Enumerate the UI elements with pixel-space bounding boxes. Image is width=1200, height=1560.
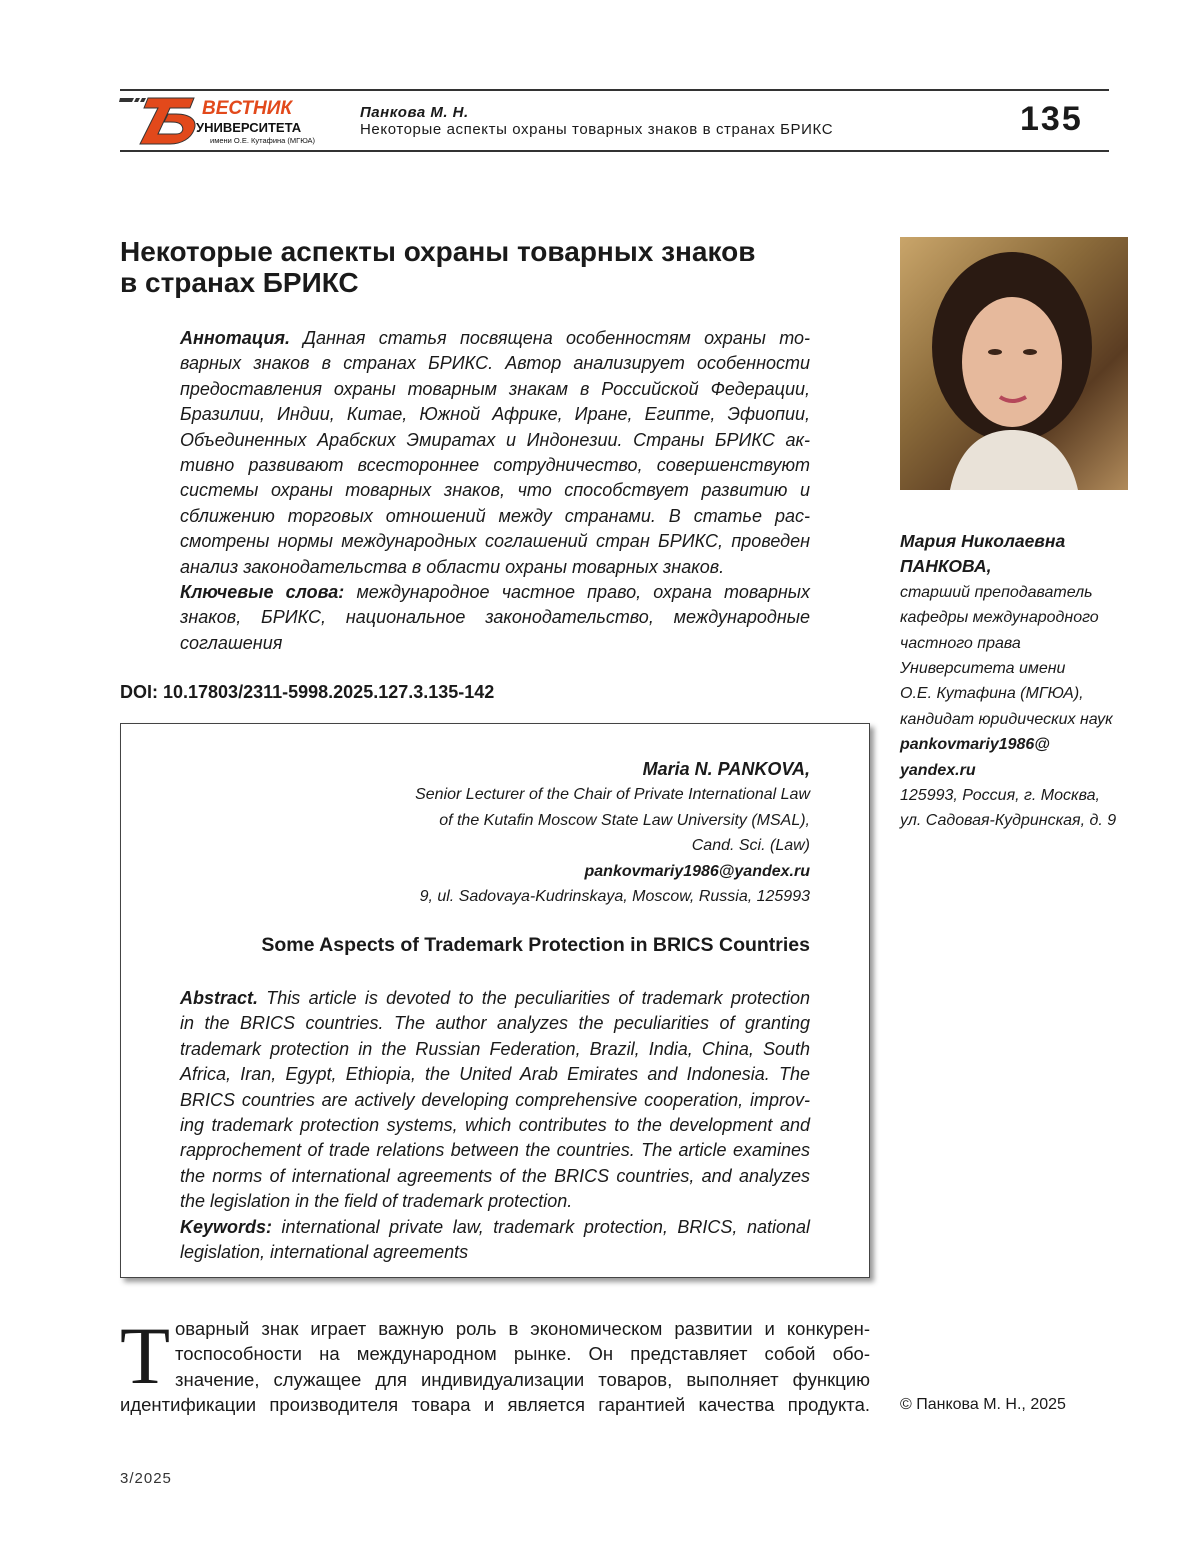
- russian-author-info: [900, 529, 1116, 834]
- line-text: предоставления охраны товарным знакам в Российской Федерации,: [180, 379, 810, 399]
- line-text: the norms of international agreements of the BRICS countries, and analyzes: [180, 1166, 810, 1186]
- line-text: rapprochement of trade relations between the countries. The article examines: [180, 1140, 810, 1160]
- english-degree: Cand. Sci. (Law): [415, 833, 810, 858]
- author-email-link[interactable]: yandex.ru: [900, 758, 1116, 783]
- text-line: [180, 1088, 810, 1113]
- annotation: [180, 326, 810, 656]
- logo-text: имени О.Е. Кутафина (МГЮА): [210, 136, 316, 145]
- author-affiliation: кафедры международного: [900, 605, 1116, 630]
- line-text: знаков, БРИКС, национальное законодательство, международные: [180, 607, 810, 627]
- text-line: [120, 1341, 870, 1366]
- text-line: [180, 1215, 810, 1240]
- line-text: in the BRICS countries. The author analyzes the peculiarities of granting: [180, 1013, 810, 1033]
- line-text: Объединенных Арабских Эмиратах и Индонезии. Страны БРИКС ак-: [180, 430, 810, 450]
- author-email-link[interactable]: pankovmariy1986@: [900, 732, 1116, 757]
- line-text: соглашения: [180, 633, 282, 653]
- title-line: в странах БРИКС: [120, 267, 840, 298]
- doi: DOI: 10.17803/2311-5998.2025.127.3.135-142: [120, 682, 494, 703]
- header-rule-top: [120, 89, 1109, 91]
- author-name: Мария Николаевна: [900, 529, 1116, 554]
- text-line: [180, 1138, 810, 1163]
- article-title: [120, 236, 840, 298]
- running-title: Некоторые аспекты охраны товарных знаков в странах БРИКС: [360, 121, 833, 138]
- english-author-info: [415, 757, 810, 909]
- page-number: 135: [1020, 100, 1083, 139]
- line-text: значение, служащее для индивидуализации товаров, выполняет функцию: [175, 1369, 870, 1390]
- line-text: тивно развивают всестороннее сотрудничество, совершенствуют: [180, 455, 810, 475]
- line-text: Бразилии, Индии, Китае, Южной Африке, Иране, Египте, Эфиопии,: [180, 404, 810, 424]
- text-line: [180, 1189, 810, 1214]
- logo-text: ВЕСТНИК: [202, 98, 293, 119]
- text-line: [120, 1392, 870, 1417]
- text-line: [180, 377, 810, 402]
- journal-logo: [118, 94, 323, 148]
- text-line: [120, 1316, 870, 1341]
- english-abstract: [180, 986, 810, 1265]
- text-line: [180, 478, 810, 503]
- text-line: [120, 1367, 870, 1392]
- line-text: сближению торговых отношений между странами. В статье рас-: [180, 506, 810, 526]
- english-author-name: Maria N. PANKOVA,: [415, 757, 810, 782]
- text-line: [180, 351, 810, 376]
- text-line: [180, 986, 810, 1011]
- line-text: legislation, international agreements: [180, 1242, 468, 1262]
- logo-text: УНИВЕРСИТЕТА: [196, 120, 302, 135]
- title-line: Некоторые аспекты охраны товарных знаков: [120, 236, 840, 267]
- line-text: идентификации производителя товара и является гарантией качества продукта.: [120, 1394, 870, 1415]
- header-rule-bottom: [120, 150, 1109, 152]
- text-line: [180, 1113, 810, 1138]
- running-author: Панкова М. Н.: [360, 104, 469, 121]
- english-email-link[interactable]: pankovmariy1986@yandex.ru: [415, 859, 810, 884]
- text-line: [180, 326, 810, 351]
- english-address: 9, ul. Sadovaya-Kudrinskaya, Moscow, Russia, 125993: [415, 884, 810, 909]
- author-address: ул. Садовая-Кудринская, д. 9: [900, 808, 1116, 833]
- english-affiliation: Senior Lecturer of the Chair of Private International Law: [415, 782, 810, 807]
- text-line: [180, 631, 810, 656]
- text-line: [180, 580, 810, 605]
- line-text: Данная статья посвящена особенностям охраны то-: [290, 328, 810, 348]
- text-line: [180, 1011, 810, 1036]
- english-affiliation: of the Kutafin Moscow State Law University (MSAL),: [415, 808, 810, 833]
- copyright: © Панкова М. Н., 2025: [900, 1396, 1066, 1414]
- line-text: системы охраны товарных знаков, что способствует развитию и: [180, 480, 810, 500]
- author-affiliation: О.Е. Кутафина (МГЮА),: [900, 681, 1116, 706]
- text-line: [180, 555, 810, 580]
- author-photo: [900, 237, 1128, 490]
- line-text: оварный знак играет важную роль в экономическом развитии и конкурен-: [175, 1318, 870, 1339]
- english-title: Some Aspects of Trademark Protection in BRICS Countries: [261, 934, 810, 957]
- text-line: [180, 1240, 810, 1265]
- text-line: [180, 605, 810, 630]
- line-text: trademark protection in the Russian Federation, Brazil, India, China, South: [180, 1039, 810, 1059]
- text-line: [180, 529, 810, 554]
- label: Ключевые слова:: [180, 582, 344, 602]
- text-line: [180, 1037, 810, 1062]
- author-degree: кандидат юридических наук: [900, 707, 1116, 732]
- text-line: [180, 402, 810, 427]
- line-text: the legislation in the field of trademark protection.: [180, 1191, 572, 1211]
- label: Keywords:: [180, 1217, 272, 1237]
- line-text: варных знаков в странах БРИКС. Автор анализирует особенности: [180, 353, 810, 373]
- author-affiliation: частного права: [900, 631, 1116, 656]
- author-surname: ПАНКОВА,: [900, 554, 1116, 579]
- text-line: [180, 453, 810, 478]
- issue-number: 3/2025: [120, 1470, 172, 1487]
- text-line: [180, 1062, 810, 1087]
- label: Abstract.: [180, 988, 258, 1008]
- line-text: ing trademark protection systems, which contributes to the development and: [180, 1115, 810, 1135]
- author-affiliation: старший преподаватель: [900, 580, 1116, 605]
- line-text: BRICS countries are actively developing comprehensive cooperation, improv-: [180, 1090, 810, 1110]
- line-text: This article is devoted to the peculiarities of trademark protection: [258, 988, 810, 1008]
- author-address: 125993, Россия, г. Москва,: [900, 783, 1116, 808]
- line-text: анализ законодательства в области охраны товарных знаков.: [180, 557, 724, 577]
- line-text: international private law, trademark protection, BRICS, national: [272, 1217, 810, 1237]
- line-text: смотрены нормы международных соглашений стран БРИКС, проведен: [180, 531, 810, 551]
- line-text: тоспособности на международном рынке. Он представляет собой обо-: [175, 1343, 870, 1364]
- text-line: [180, 504, 810, 529]
- text-line: [180, 428, 810, 453]
- body-text: [120, 1316, 870, 1418]
- author-affiliation: Университета имени: [900, 656, 1116, 681]
- label: Аннотация.: [180, 328, 290, 348]
- drop-cap: Т: [120, 1316, 170, 1396]
- line-text: Africa, Iran, Egypt, Ethiopia, the United Arab Emirates and Indonesia. The: [180, 1064, 810, 1084]
- text-line: [180, 1164, 810, 1189]
- line-text: международное частное право, охрана товарных: [344, 582, 810, 602]
